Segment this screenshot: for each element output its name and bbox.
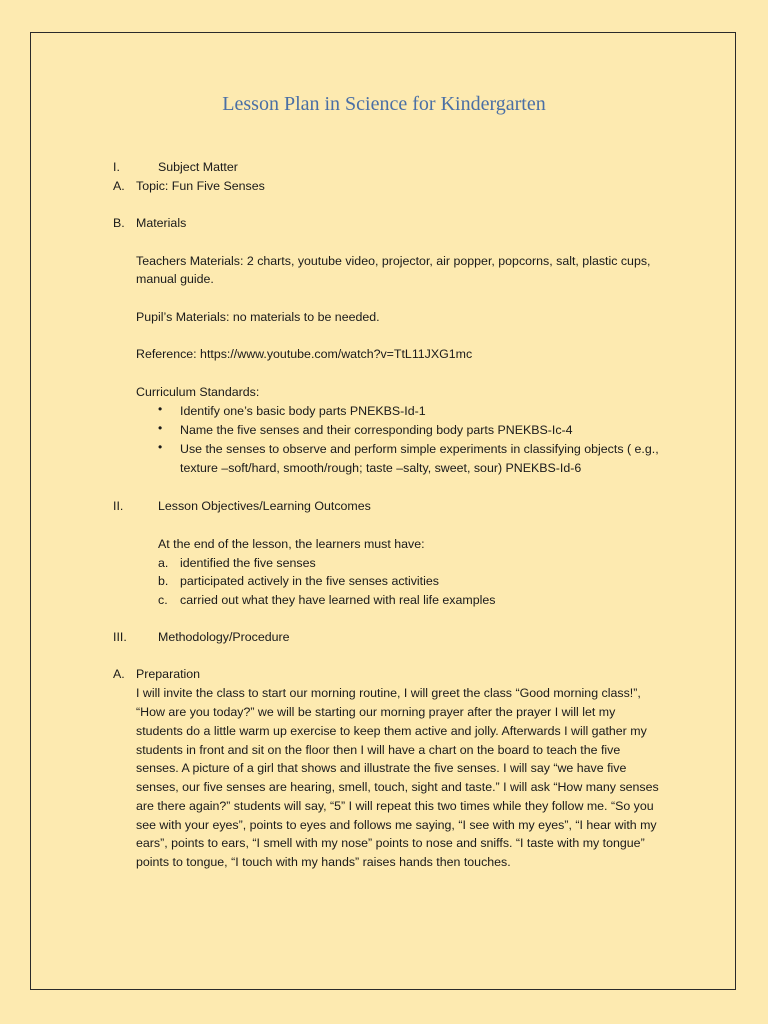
reference: Reference: https://www.youtube.com/watch?v=TtL11JXG1mc (136, 347, 473, 361)
teachers-materials-line-2: manual guide. (136, 272, 214, 286)
curriculum-heading: Curriculum Standards: (136, 385, 260, 399)
materials-letter: B. (113, 216, 125, 230)
section-3-number: III. (113, 630, 127, 644)
objective-letter: a. (158, 556, 169, 570)
topic-text: Topic: Fun Five Senses (136, 179, 265, 193)
pupils-materials: Pupil’s Materials: no materials to be needed. (136, 310, 380, 324)
standard-item: Name the five senses and their corresponding body parts PNEKBS-Ic-4 (180, 423, 573, 437)
section-1-number: I. (113, 160, 120, 174)
bullet-icon: • (158, 421, 163, 435)
standard-item-continued: texture –soft/hard, smooth/rough; taste –salty, sweet, sour) PNEKBS-Id-6 (180, 461, 582, 475)
section-3-label: Methodology/Procedure (158, 630, 290, 644)
preparation-line: I will invite the class to start our morning routine, I will greet the class “Good morning class!”, (136, 686, 641, 700)
objective-letter: c. (158, 593, 168, 607)
standard-item: Use the senses to observe and perform simple experiments in classifying objects ( e.g., (180, 442, 659, 456)
preparation-line: points to tongue, “I touch with my hands” raises hands then touches. (136, 855, 511, 869)
preparation-line: senses, our five senses are hearing, smell, touch, sight and taste.” I will ask “How many senses (136, 780, 659, 794)
preparation-line: are there again?” students will say, “5” I will repeat this two times while they follow me. “So you (136, 799, 654, 813)
preparation-line: students do a little warm up exercise to keep them active and jolly. Afterwards I will gather my (136, 724, 647, 738)
section-1-label: Subject Matter (158, 160, 238, 174)
section-2-number: II. (113, 499, 124, 513)
preparation-heading: Preparation (136, 667, 201, 681)
preparation-letter: A. (113, 667, 125, 681)
document-title: Lesson Plan in Science for Kindergarten (222, 93, 546, 115)
preparation-line: see with your eyes”, points to eyes and follows me saying, “I see with my eyes”, “I hear with my (136, 818, 657, 832)
objective-text: identified the five senses (180, 556, 316, 570)
preparation-line: students in front and sit on the floor then I will have a chart on the board to teach the five (136, 743, 621, 757)
preparation-line: ears”, points to ears, “I smell with my nose” points to nose and sniffs. “I taste with my tongue” (136, 836, 645, 850)
bullet-icon: • (158, 402, 163, 416)
objective-text: carried out what they have learned with real life examples (180, 593, 496, 607)
standard-item: Identify one’s basic body parts PNEKBS-Id-1 (180, 404, 426, 418)
objective-letter: b. (158, 574, 169, 588)
section-2-label: Lesson Objectives/Learning Outcomes (158, 499, 371, 513)
topic-letter: A. (113, 179, 125, 193)
teachers-materials-line-1: Teachers Materials: 2 charts, youtube video, projector, air popper, popcorns, salt, plastic cups, (136, 254, 651, 268)
objectives-intro: At the end of the lesson, the learners must have: (158, 537, 425, 551)
materials-heading: Materials (136, 216, 187, 230)
bullet-icon: • (158, 440, 163, 454)
preparation-line: “How are you today?” we will be starting our morning prayer after the prayer I will let my (136, 705, 616, 719)
objective-text: participated actively in the five senses activities (180, 574, 439, 588)
preparation-line: senses. A picture of a girl that shows and illustrate the five senses. I will say “we have five (136, 761, 627, 775)
